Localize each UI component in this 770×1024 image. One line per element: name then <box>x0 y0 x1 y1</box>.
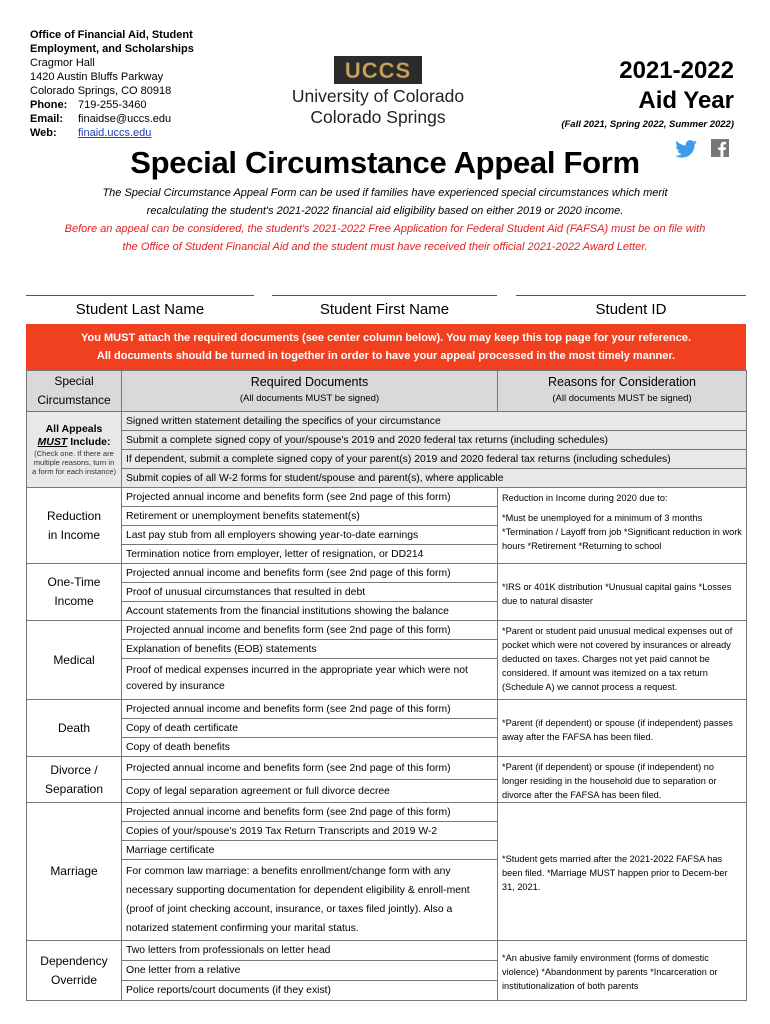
office-address2: 1420 Austin Bluffs Parkway <box>30 71 164 83</box>
reduction-doc: Projected annual income and benefits form (see 2nd page of this form) <box>122 488 498 507</box>
university-line1: University of Colorado <box>291 86 465 106</box>
marriage-option[interactable]: Marriage <box>27 803 122 941</box>
all-appeals-note: (Check one. If there are multiple reasons, turn in a form for each instance) <box>32 449 116 476</box>
divorce-reason: *Parent (if dependent) or spouse (if independent) no longer residing in the household due to separation or divorce after the FAFSA has been filed. <box>498 757 747 803</box>
banner-line1: You MUST attach the required documents (see center column below). You may keep this top page for your reference. <box>80 332 692 344</box>
email-label: Email: <box>30 113 64 125</box>
intro-line1: The Special Circumstance Appeal Form can be used if families have experienced special circumstances which merit <box>102 187 668 199</box>
medical-doc: Proof of medical expenses incurred in the appropriate year which were not covered by insurance <box>122 659 498 700</box>
table-row <box>27 431 747 450</box>
all-appeals-doc: If dependent, submit a complete signed copy of your parent(s) 2019 and 2020 federal tax returns (including schedules) <box>122 450 747 469</box>
dependency-doc: Two letters from professionals on letter head <box>122 941 498 961</box>
office-name-line1: Office of Financial Aid, Student <box>30 29 193 41</box>
death-option[interactable]: Death <box>27 700 122 757</box>
table-row <box>27 450 747 469</box>
table-row <box>27 564 747 583</box>
student-first-name-label: Student First Name <box>319 301 450 318</box>
death-doc: Copy of death certificate <box>122 719 498 738</box>
all-appeals-doc: Submit a complete signed copy of your/spouse's 2019 and 2020 federal tax returns (including schedules) <box>122 431 747 450</box>
web-label: Web: <box>30 127 57 139</box>
office-address1: Cragmor Hall <box>30 57 95 69</box>
reduction-doc: Retirement or unemployment benefits statement(s) <box>122 507 498 526</box>
aid-year <box>619 56 734 116</box>
onetime-reason: *IRS or 401K distribution *Unusual capital gains *Losses due to natural disaster <box>498 564 747 621</box>
intro-warning <box>20 220 750 256</box>
divorce-doc: Copy of legal separation agreement or full divorce decree <box>122 780 498 803</box>
aid-year-label: Aid Year <box>638 87 734 114</box>
student-first-name-field[interactable] <box>272 295 497 296</box>
medical-option[interactable]: Medical <box>27 621 122 700</box>
logo-mark-text: UCCS <box>344 58 412 83</box>
intro-text <box>20 184 750 220</box>
office-info <box>30 28 194 140</box>
marriage-doc: For common law marriage: a benefits enrollment/change form with any necessary supporting documentation for dependent eligibility & enroll-ment (proof of joint checking account, insurance, or taxes filed jointly). Also a notarized statement confirming your marital status. <box>122 860 498 941</box>
office-address3: Colorado Springs, CO 80918 <box>30 85 172 97</box>
onetime-doc: Proof of unusual circumstances that resulted in debt <box>122 583 498 602</box>
aid-year-years: 2021-2022 <box>619 57 734 84</box>
one-time-income-option[interactable]: One-Time Income <box>27 564 122 621</box>
aid-year-terms: (Fall 2021, Spring 2022, Summer 2022) <box>561 119 734 130</box>
divorce-separation-option[interactable]: Divorce / Separation <box>27 757 122 803</box>
web-link[interactable]: finaid.uccs.edu <box>78 127 152 139</box>
marriage-reason: *Student gets married after the 2021-2022 FAFSA has been filed. *Marriage MUST happen prior to Decem-ber 31, 2021. <box>498 803 747 941</box>
table-row <box>27 941 747 961</box>
death-doc: Projected annual income and benefits form (see 2nd page of this form) <box>122 700 498 719</box>
medical-doc: Projected annual income and benefits form (see 2nd page of this form) <box>122 621 498 640</box>
dependency-doc: One letter from a relative <box>122 961 498 981</box>
header-reasons: Reasons for Consideration (All documents MUST be signed) <box>498 371 747 412</box>
dependency-doc: Police reports/court documents (if they exist) <box>122 981 498 1001</box>
marriage-doc: Copies of your/spouse's 2019 Tax Return Transcripts and 2019 W-2 <box>122 822 498 841</box>
phone-value: 719-255-3460 <box>78 99 147 111</box>
reduction-in-income-option[interactable]: Reduction in Income <box>27 488 122 564</box>
onetime-doc: Account statements from the financial institutions showing the balance <box>122 602 498 621</box>
reduction-doc: Last pay stub from all employers showing year-to-date earnings <box>122 526 498 545</box>
marriage-doc: Projected annual income and benefits form (see 2nd page of this form) <box>122 803 498 822</box>
intro-line2: recalculating the student's 2021-2022 financial aid eligibility based on either 2019 or 2020 income. <box>146 205 624 217</box>
all-appeals-doc: Signed written statement detailing the specifics of your circumstance <box>122 412 747 431</box>
required-documents-banner <box>26 324 746 370</box>
intro-red-line1: Before an appeal can be considered, the student's 2021-2022 Free Application for Federal Student Aid (FAFSA) must be on file with <box>64 223 706 235</box>
table-row <box>27 469 747 488</box>
student-last-name-field[interactable] <box>26 295 254 296</box>
all-appeals-cell: All Appeals MUST Include: (Check one. If there are multiple reasons, turn in a form for each instance) <box>27 412 122 488</box>
onetime-doc: Projected annual income and benefits form (see 2nd page of this form) <box>122 564 498 583</box>
medical-doc: Explanation of benefits (EOB) statements <box>122 640 498 659</box>
table-row <box>27 412 747 431</box>
reduction-reason: Reduction in Income during 2020 due to: *Must be unemployed for a minimum of 3 months *Termination / Layoff from job *Significant reduction in work hours *Retirement *Returning to school <box>498 488 747 564</box>
table-header-row <box>27 371 747 412</box>
table-row <box>27 700 747 719</box>
death-reason: *Parent (if dependent) or spouse (if independent) passes away after the FAFSA has been filed. <box>498 700 747 757</box>
university-name <box>278 86 478 128</box>
requirements-table <box>26 370 747 1001</box>
table-row <box>27 488 747 507</box>
table-row <box>27 757 747 780</box>
email-value: finaidse@uccs.edu <box>78 113 172 125</box>
office-name-line2: Employment, and Scholarships <box>30 43 194 55</box>
uccs-logo <box>334 56 422 84</box>
student-last-name-label: Student Last Name <box>75 301 205 318</box>
header-required-documents: Required Documents (All documents MUST be signed) <box>122 371 498 412</box>
reduction-doc: Termination notice from employer, letter of resignation, or DD214 <box>122 545 498 564</box>
divorce-doc: Projected annual income and benefits form (see 2nd page of this form) <box>122 757 498 780</box>
phone-label: Phone: <box>30 99 68 111</box>
dependency-reason: *An abusive family environment (forms of domestic violence) *Abandonment by parents *Incarceration or institutionalization of both parents <box>498 941 747 1001</box>
header-circumstance: Special Circumstance <box>27 371 122 412</box>
student-id-field[interactable] <box>516 295 746 296</box>
student-id-label: Student ID <box>595 301 667 318</box>
form-title: Special Circumstance Appeal Form <box>130 145 640 180</box>
death-doc: Copy of death benefits <box>122 738 498 757</box>
all-appeals-doc: Submit copies of all W-2 forms for student/spouse and parent(s), where applicable <box>122 469 747 488</box>
marriage-doc: Marriage certificate <box>122 841 498 860</box>
intro-red-line2: the Office of Student Financial Aid and the student must have received their official 2021-2022 Award Letter. <box>122 241 648 253</box>
banner-line2: All documents should be turned in together in order to have your appeal processed in the most timely manner. <box>96 350 676 362</box>
table-row <box>27 621 747 640</box>
dependency-override-option[interactable]: Dependency Override <box>27 941 122 1001</box>
table-row <box>27 803 747 822</box>
medical-reason: *Parent or student paid unusual medical expenses out of pocket which were not covered by insurances or already deducted on taxes. Charges not yet paid cannot be considered. If amount was itemized on a tax return (Schedule A) we cannot process a request. <box>498 621 747 700</box>
university-line2: Colorado Springs <box>310 107 446 127</box>
